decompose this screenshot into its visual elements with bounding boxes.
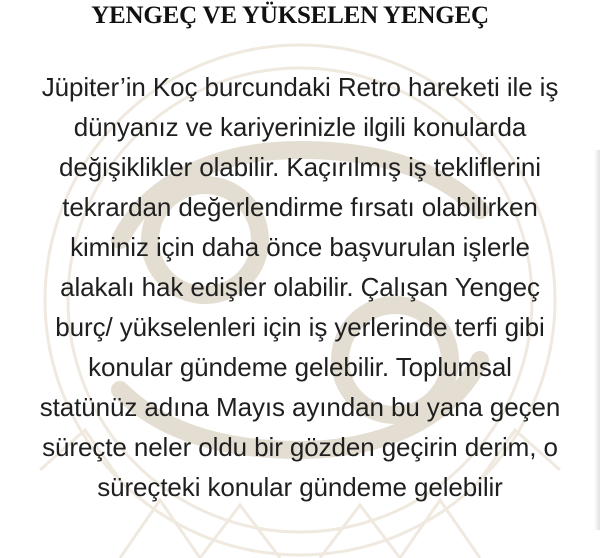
paragraph-line: statünüz adına Mayıs ayından bu yana geçen (39, 392, 561, 422)
paragraph-line: süreçteki konular gündeme gelebilir (97, 472, 503, 502)
paragraph-line: değişiklikler olabilir. Kaçırılmış iş tekliflerini (59, 152, 541, 182)
paragraph-line: Jüpiter’in Koç burcundaki Retro hareketi ile iş (41, 72, 559, 102)
paragraph-line: alakalı hak edişler olabilir. Çalışan Yengeç (60, 272, 540, 302)
paragraph-line: süreçte neler oldu bir gözden geçirin derim, o (42, 432, 558, 462)
horoscope-paragraph (0, 67, 600, 507)
paragraph-line: burç/ yükselenleri için iş yerlerinde terfi gibi (55, 312, 545, 342)
paragraph-line: kiminiz için daha önce başvurulan işlerle (70, 232, 530, 262)
paragraph-line: dünyanız ve kariyerinizle ilgili konularda (73, 112, 527, 142)
paragraph-line: konular gündeme gelebilir. Toplumsal (88, 352, 512, 382)
page-title: YENGEÇ VE YÜKSELEN YENGEÇ (91, 2, 489, 29)
page-edge-shadow (594, 150, 600, 530)
paragraph-line: tekrardan değerlendirme fırsatı olabilirken (62, 192, 538, 222)
